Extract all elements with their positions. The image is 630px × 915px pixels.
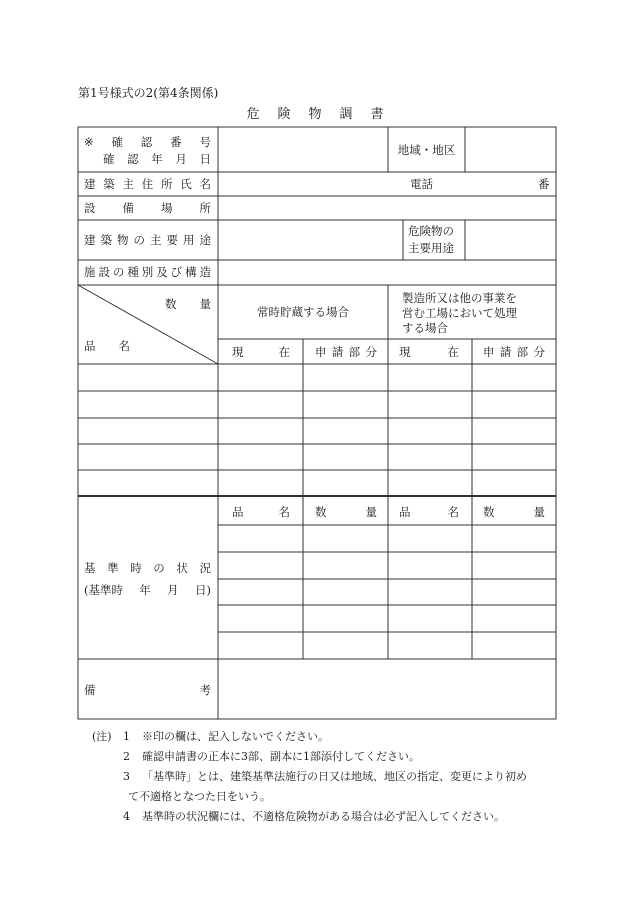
phone-suffix: 番 bbox=[538, 177, 550, 191]
note-number: 3 bbox=[123, 770, 130, 783]
note-number: 2 bbox=[123, 750, 130, 763]
confirm-number-label: ※ 確 認 番 号 bbox=[84, 135, 211, 149]
manufacturing-label-2: 営む工場において処理 bbox=[402, 306, 517, 320]
baseline-header-name-2: 品 名 bbox=[399, 505, 459, 519]
manufacturing-label-1: 製造所又は他の事業を bbox=[402, 291, 517, 305]
document-title: 危険物調書 bbox=[246, 107, 402, 122]
note-text: 確認申請書の正本に3部、副本に1部添付してください。 bbox=[142, 750, 420, 763]
note-item-3-continued bbox=[78, 787, 578, 807]
note-text: 「基準時」とは、建築基準法施行の日又は地域、地区の指定、変更により初め bbox=[142, 770, 527, 783]
owner-label: 建 築 主 住 所 氏 名 bbox=[84, 177, 211, 191]
note-number: 1 bbox=[123, 730, 130, 743]
note-item-3 bbox=[78, 767, 578, 787]
building-use-label: 建 築 物 の 主 要 用 途 bbox=[84, 233, 211, 247]
note-text: ※印の欄は、記入しないでください。 bbox=[142, 730, 329, 743]
sub-header-current-1: 現 在 bbox=[232, 345, 290, 359]
sub-header-applied-2: 申 請 部 分 bbox=[483, 345, 545, 359]
note-text: 基準時の状況欄には、不適格危険物がある場合は必ず記入してください。 bbox=[142, 810, 505, 823]
baseline-label: 基 準 時 の 状 況 bbox=[84, 561, 211, 575]
baseline-header-qty-1: 数 量 bbox=[315, 505, 377, 519]
note-item-2 bbox=[78, 747, 578, 767]
notes-section bbox=[78, 727, 578, 827]
quantity-label: 数 量 bbox=[165, 297, 211, 311]
note-number: 4 bbox=[123, 810, 130, 823]
baseline-header-name-1: 品 名 bbox=[232, 505, 290, 519]
notes-label: (注) bbox=[92, 730, 112, 743]
remarks-label: 備 考 bbox=[84, 683, 211, 697]
facility-location-label: 設 備 場 所 bbox=[84, 201, 211, 215]
confirm-date-label: 確 認 年 月 日 bbox=[103, 152, 211, 166]
note-item-4 bbox=[78, 807, 578, 827]
manufacturing-label-3: する場合 bbox=[402, 321, 448, 335]
facility-type-label: 施 設 の 種 別 及 び 構 造 bbox=[84, 265, 211, 279]
item-name-label: 品 名 bbox=[84, 339, 130, 353]
form-code: 第1号様式の2(第4条関係) bbox=[78, 86, 219, 100]
note-text: て不適格となつた日をいう。 bbox=[128, 790, 271, 803]
sub-header-current-2: 現 在 bbox=[399, 345, 459, 359]
regular-storage-label: 常時貯蔵する場合 bbox=[257, 305, 349, 319]
note-item-1 bbox=[78, 727, 578, 747]
hazmat-use-label-2: 主要用途 bbox=[408, 241, 454, 255]
baseline-header-qty-2: 数 量 bbox=[483, 505, 545, 519]
sub-header-applied-1: 申 請 部 分 bbox=[315, 345, 377, 359]
region-label: 地域・地区 bbox=[397, 143, 456, 157]
phone-label: 電話 bbox=[410, 177, 433, 191]
baseline-date-label: (基準時 年 月 日) bbox=[84, 583, 211, 597]
hazmat-use-label-1: 危険物の bbox=[408, 224, 454, 238]
